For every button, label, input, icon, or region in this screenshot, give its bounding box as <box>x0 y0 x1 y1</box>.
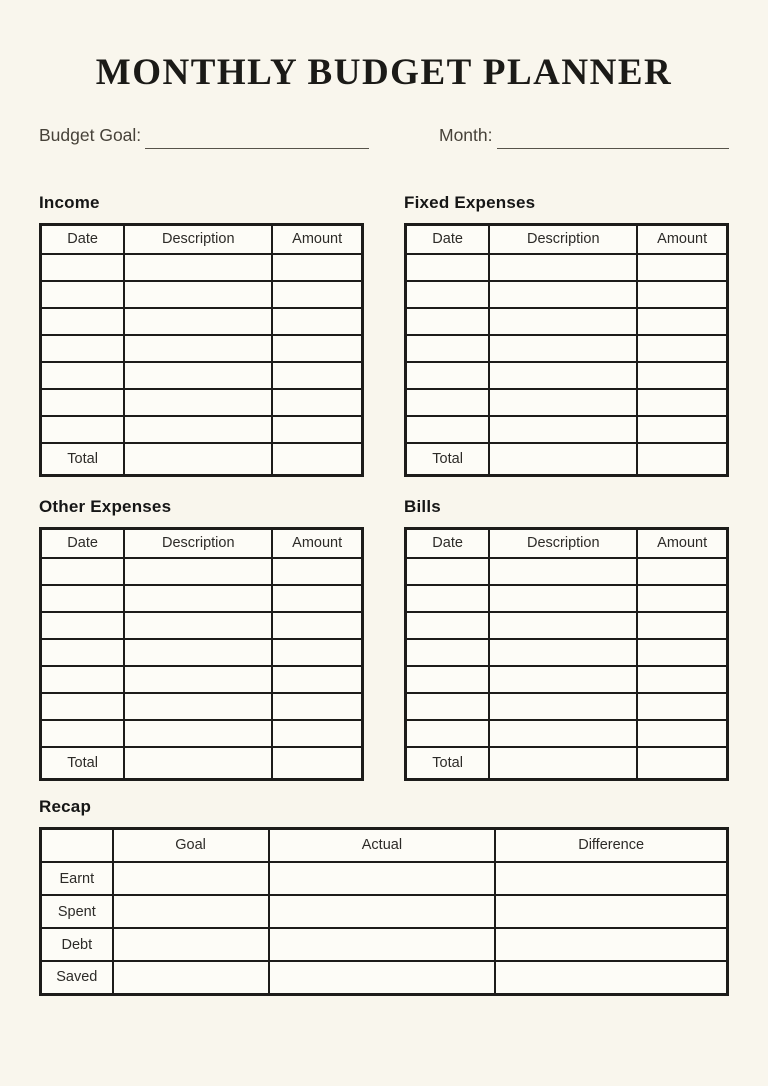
other-expenses-description-cell[interactable] <box>124 585 272 612</box>
recap-saved-actual-cell[interactable] <box>269 961 496 994</box>
recap-table-head <box>41 828 728 862</box>
income-total-label-cell: Total <box>41 443 125 475</box>
bills-amount-column-header: Amount <box>637 528 727 558</box>
income-section <box>39 193 364 477</box>
fixed-expenses-amount-cell[interactable] <box>637 308 727 335</box>
other-expenses-row <box>41 639 363 666</box>
bills-description-cell[interactable] <box>489 720 637 747</box>
income-description-cell[interactable] <box>124 389 272 416</box>
other-expenses-description-cell[interactable] <box>124 720 272 747</box>
bills-amount-cell[interactable] <box>637 720 727 747</box>
other-expenses-description-cell[interactable] <box>124 666 272 693</box>
recap-table <box>39 827 729 996</box>
other-expenses-amount-cell[interactable] <box>272 585 362 612</box>
other-expenses-date-cell[interactable] <box>41 693 125 720</box>
fixed-expenses-amount-cell[interactable] <box>637 335 727 362</box>
fixed-expenses-date-cell[interactable] <box>406 362 490 389</box>
other-expenses-amount-cell[interactable] <box>272 693 362 720</box>
other-expenses-date-cell[interactable] <box>41 612 125 639</box>
bills-date-cell[interactable] <box>406 693 490 720</box>
income-row <box>41 362 363 389</box>
recap-earnt-actual-cell[interactable] <box>269 862 496 895</box>
fixed-expenses-description-cell[interactable] <box>489 362 637 389</box>
income-table-body <box>41 254 363 475</box>
bills-row <box>406 639 728 666</box>
other-expenses-amount-cell[interactable] <box>272 720 362 747</box>
bills-amount-cell[interactable] <box>637 558 727 585</box>
recap-earnt-goal-cell[interactable] <box>113 862 269 895</box>
income-amount-column-header: Amount <box>272 224 362 254</box>
fixed-expenses-row <box>406 389 728 416</box>
bills-row <box>406 720 728 747</box>
bills-amount-cell[interactable] <box>637 693 727 720</box>
recap-goal-column-header: Goal <box>113 828 269 862</box>
income-date-cell[interactable] <box>41 254 125 281</box>
other-expenses-amount-column-header: Amount <box>272 528 362 558</box>
other-expenses-amount-cell[interactable] <box>272 666 362 693</box>
recap-spent-difference-cell[interactable] <box>495 895 727 928</box>
page-title: MONTHLY BUDGET PLANNER <box>95 52 673 93</box>
fixed-expenses-row <box>406 335 728 362</box>
fixed-expenses-description-cell[interactable] <box>489 254 637 281</box>
recap-earnt-row <box>41 862 728 895</box>
bills-table <box>404 527 729 781</box>
fixed-expenses-date-cell[interactable] <box>406 254 490 281</box>
fixed-expenses-total-description-cell[interactable] <box>489 443 637 475</box>
fixed-expenses-total-label-cell: Total <box>406 443 490 475</box>
income-description-column-header: Description <box>124 224 272 254</box>
bills-description-cell[interactable] <box>489 666 637 693</box>
fixed-expenses-description-cell[interactable] <box>489 308 637 335</box>
recap-saved-difference-cell[interactable] <box>495 961 727 994</box>
recap-actual-column-header: Actual <box>269 828 496 862</box>
income-date-cell[interactable] <box>41 308 125 335</box>
recap-header-row <box>41 828 728 862</box>
fixed-expenses-table-body <box>406 254 728 475</box>
income-row <box>41 281 363 308</box>
other-expenses-date-cell[interactable] <box>41 666 125 693</box>
fixed-expenses-date-cell[interactable] <box>406 389 490 416</box>
other-expenses-row <box>41 666 363 693</box>
fixed-expenses-date-column-header: Date <box>406 224 490 254</box>
fixed-expenses-amount-cell[interactable] <box>637 389 727 416</box>
bills-description-cell[interactable] <box>489 585 637 612</box>
income-total-amount-cell[interactable] <box>272 443 362 475</box>
bills-row <box>406 693 728 720</box>
fixed-expenses-amount-cell[interactable] <box>637 254 727 281</box>
ledger-tables-grid <box>39 193 729 781</box>
bills-description-cell[interactable] <box>489 693 637 720</box>
bills-table-body <box>406 558 728 779</box>
bills-description-cell[interactable] <box>489 612 637 639</box>
bills-amount-cell[interactable] <box>637 612 727 639</box>
other-expenses-amount-cell[interactable] <box>272 558 362 585</box>
bills-date-cell[interactable] <box>406 585 490 612</box>
income-amount-cell[interactable] <box>272 335 362 362</box>
budget-goal-input-line[interactable] <box>145 125 369 149</box>
other-expenses-description-cell[interactable] <box>124 693 272 720</box>
recap-saved-goal-cell[interactable] <box>113 961 269 994</box>
header-fields-row <box>39 125 729 149</box>
fixed-expenses-row <box>406 281 728 308</box>
recap-heading: Recap <box>39 796 92 816</box>
recap-saved-row <box>41 961 728 994</box>
other-expenses-description-cell[interactable] <box>124 558 272 585</box>
income-date-cell[interactable] <box>41 416 125 443</box>
bills-date-cell[interactable] <box>406 558 490 585</box>
other-expenses-section <box>39 497 364 781</box>
fixed-expenses-description-column-header: Description <box>489 224 637 254</box>
bills-total-label-cell: Total <box>406 747 490 779</box>
income-description-cell[interactable] <box>124 362 272 389</box>
bills-date-column-header: Date <box>406 528 490 558</box>
recap-spent-goal-cell[interactable] <box>113 895 269 928</box>
month-input-line[interactable] <box>497 125 730 149</box>
other-expenses-total-description-cell[interactable] <box>124 747 272 779</box>
income-date-cell[interactable] <box>41 362 125 389</box>
fixed-expenses-row <box>406 308 728 335</box>
fixed-expenses-table-head <box>406 224 728 254</box>
recap-spent-row <box>41 895 728 928</box>
fixed-expenses-heading: Fixed Expenses <box>404 192 536 212</box>
fixed-expenses-date-cell[interactable] <box>406 416 490 443</box>
fixed-expenses-date-cell[interactable] <box>406 335 490 362</box>
fixed-expenses-total-row <box>406 443 728 475</box>
fixed-expenses-row <box>406 416 728 443</box>
recap-corner-header <box>41 828 113 862</box>
fixed-expenses-amount-cell[interactable] <box>637 416 727 443</box>
income-row <box>41 416 363 443</box>
bills-row <box>406 558 728 585</box>
month-label: Month: <box>439 124 493 145</box>
bills-header-row <box>406 528 728 558</box>
fixed-expenses-description-cell[interactable] <box>489 335 637 362</box>
fixed-expenses-row <box>406 254 728 281</box>
other-expenses-date-cell[interactable] <box>41 558 125 585</box>
bills-total-description-cell[interactable] <box>489 747 637 779</box>
income-table <box>39 223 364 477</box>
other-expenses-row <box>41 612 363 639</box>
other-expenses-description-column-header: Description <box>124 528 272 558</box>
bills-table-head <box>406 528 728 558</box>
income-description-cell[interactable] <box>124 254 272 281</box>
month-field <box>439 125 729 149</box>
bills-section <box>404 497 729 781</box>
income-date-cell[interactable] <box>41 281 125 308</box>
recap-difference-column-header: Difference <box>495 828 727 862</box>
fixed-expenses-header-row <box>406 224 728 254</box>
other-expenses-description-cell[interactable] <box>124 612 272 639</box>
recap-spent-label-cell: Spent <box>41 895 113 928</box>
other-expenses-total-label-cell: Total <box>41 747 125 779</box>
budget-goal-label: Budget Goal: <box>39 124 142 145</box>
income-table-head <box>41 224 363 254</box>
income-description-cell[interactable] <box>124 308 272 335</box>
income-description-cell[interactable] <box>124 281 272 308</box>
bills-heading: Bills <box>404 496 441 516</box>
recap-earnt-difference-cell[interactable] <box>495 862 727 895</box>
other-expenses-heading: Other Expenses <box>39 496 172 516</box>
other-expenses-date-cell[interactable] <box>41 720 125 747</box>
bills-description-cell[interactable] <box>489 558 637 585</box>
other-expenses-date-column-header: Date <box>41 528 125 558</box>
fixed-expenses-amount-cell[interactable] <box>637 362 727 389</box>
income-header-row <box>41 224 363 254</box>
other-expenses-total-amount-cell[interactable] <box>272 747 362 779</box>
other-expenses-date-cell[interactable] <box>41 639 125 666</box>
bills-description-column-header: Description <box>489 528 637 558</box>
bills-total-row <box>406 747 728 779</box>
recap-debt-actual-cell[interactable] <box>269 928 496 961</box>
other-expenses-table-head <box>41 528 363 558</box>
bills-amount-cell[interactable] <box>637 639 727 666</box>
income-row <box>41 389 363 416</box>
other-expenses-table-body <box>41 558 363 779</box>
other-expenses-row <box>41 693 363 720</box>
bills-total-amount-cell[interactable] <box>637 747 727 779</box>
income-total-row <box>41 443 363 475</box>
income-amount-cell[interactable] <box>272 308 362 335</box>
income-date-cell[interactable] <box>41 389 125 416</box>
other-expenses-row <box>41 558 363 585</box>
fixed-expenses-date-cell[interactable] <box>406 308 490 335</box>
bills-row <box>406 666 728 693</box>
fixed-expenses-row <box>406 362 728 389</box>
recap-debt-row <box>41 928 728 961</box>
income-total-description-cell[interactable] <box>124 443 272 475</box>
fixed-expenses-amount-cell[interactable] <box>637 281 727 308</box>
planner-page <box>0 52 768 1086</box>
recap-spent-actual-cell[interactable] <box>269 895 496 928</box>
recap-table-body <box>41 862 728 994</box>
bills-date-cell[interactable] <box>406 612 490 639</box>
bills-row <box>406 585 728 612</box>
other-expenses-amount-cell[interactable] <box>272 612 362 639</box>
other-expenses-table <box>39 527 364 781</box>
other-expenses-row <box>41 585 363 612</box>
other-expenses-total-row <box>41 747 363 779</box>
fixed-expenses-description-cell[interactable] <box>489 416 637 443</box>
fixed-expenses-amount-column-header: Amount <box>637 224 727 254</box>
bills-amount-cell[interactable] <box>637 666 727 693</box>
income-date-column-header: Date <box>41 224 125 254</box>
income-heading: Income <box>39 192 100 212</box>
other-expenses-description-cell[interactable] <box>124 639 272 666</box>
bills-date-cell[interactable] <box>406 666 490 693</box>
income-amount-cell[interactable] <box>272 281 362 308</box>
fixed-expenses-table <box>404 223 729 477</box>
income-amount-cell[interactable] <box>272 416 362 443</box>
bills-date-cell[interactable] <box>406 639 490 666</box>
recap-section <box>39 797 729 996</box>
recap-saved-label-cell: Saved <box>41 961 113 994</box>
fixed-expenses-total-amount-cell[interactable] <box>637 443 727 475</box>
other-expenses-date-cell[interactable] <box>41 585 125 612</box>
bills-description-cell[interactable] <box>489 639 637 666</box>
income-row <box>41 254 363 281</box>
fixed-expenses-description-cell[interactable] <box>489 389 637 416</box>
bills-row <box>406 612 728 639</box>
income-row <box>41 335 363 362</box>
fixed-expenses-description-cell[interactable] <box>489 281 637 308</box>
recap-earnt-label-cell: Earnt <box>41 862 113 895</box>
income-row <box>41 308 363 335</box>
income-description-cell[interactable] <box>124 416 272 443</box>
fixed-expenses-section <box>404 193 729 477</box>
other-expenses-amount-cell[interactable] <box>272 639 362 666</box>
income-amount-cell[interactable] <box>272 362 362 389</box>
income-amount-cell[interactable] <box>272 254 362 281</box>
bills-amount-cell[interactable] <box>637 585 727 612</box>
bills-date-cell[interactable] <box>406 720 490 747</box>
recap-debt-label-cell: Debt <box>41 928 113 961</box>
fixed-expenses-date-cell[interactable] <box>406 281 490 308</box>
budget-goal-field <box>39 125 369 149</box>
income-description-cell[interactable] <box>124 335 272 362</box>
income-amount-cell[interactable] <box>272 389 362 416</box>
other-expenses-row <box>41 720 363 747</box>
other-expenses-header-row <box>41 528 363 558</box>
recap-debt-goal-cell[interactable] <box>113 928 269 961</box>
income-date-cell[interactable] <box>41 335 125 362</box>
recap-debt-difference-cell[interactable] <box>495 928 727 961</box>
